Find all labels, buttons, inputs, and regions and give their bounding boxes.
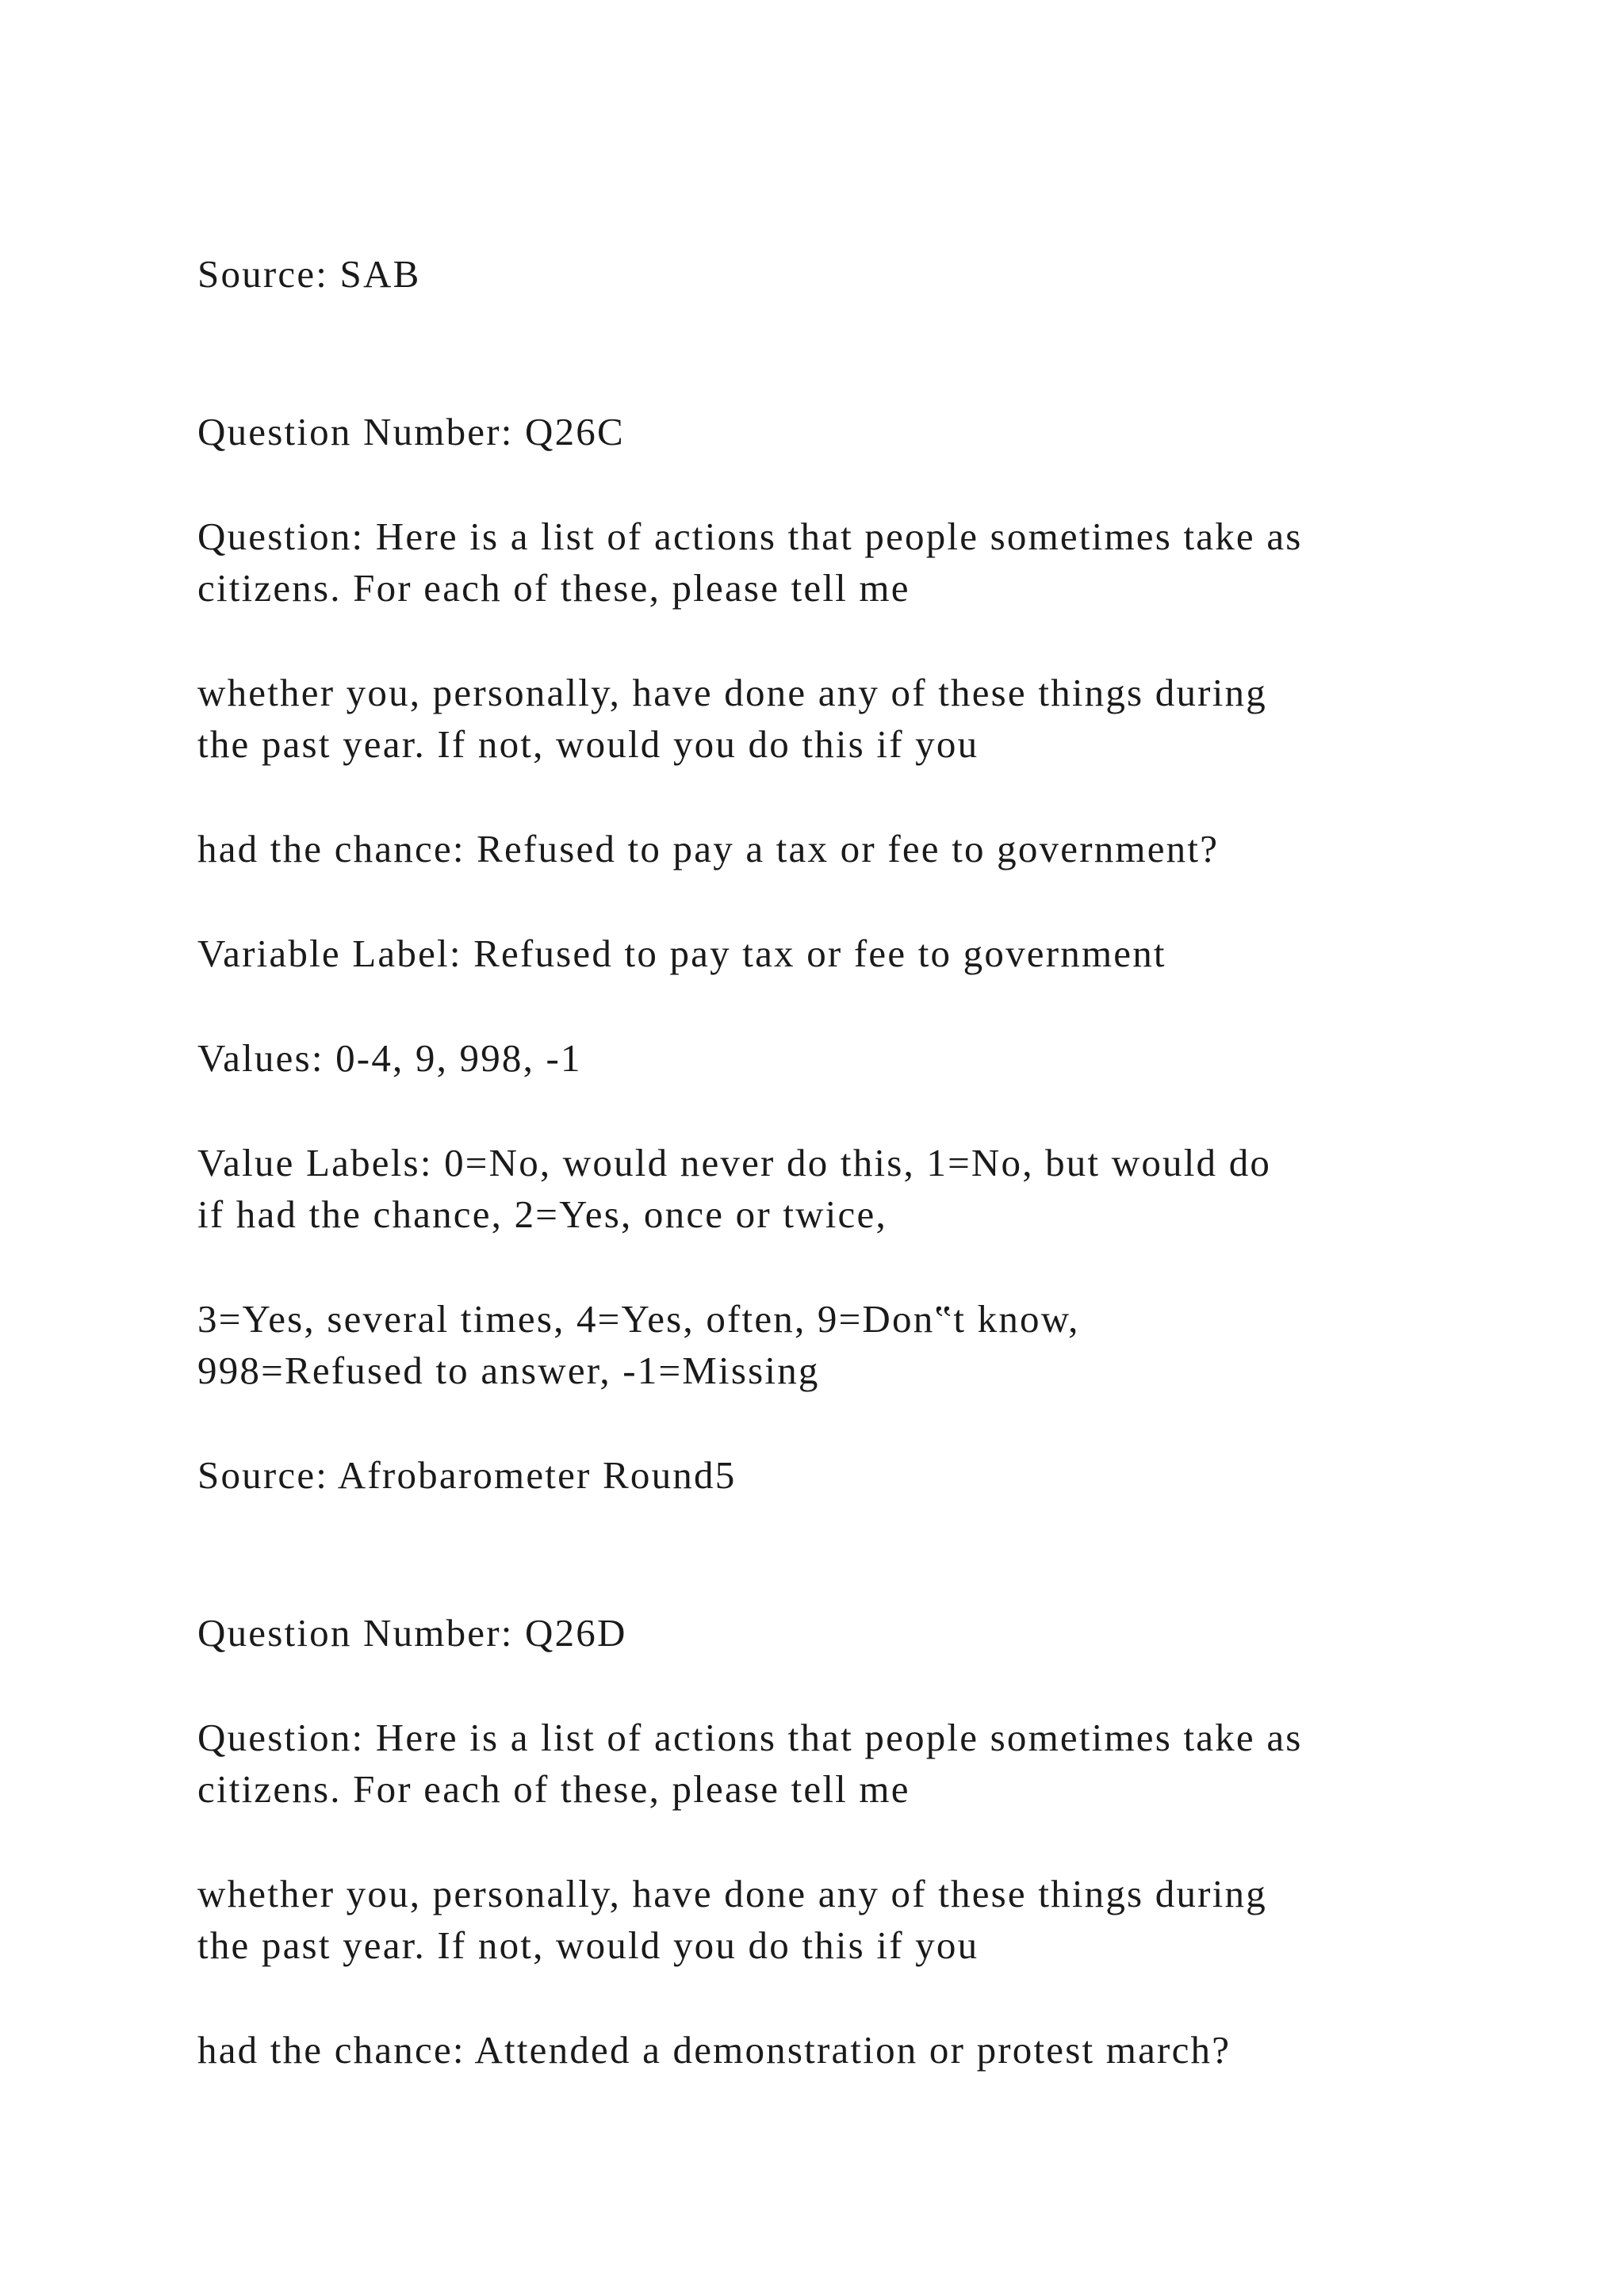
variable-label-line: Variable Label: Refused to pay tax or fee to government	[197, 932, 1166, 975]
question-text-line: had the chance: Attended a demonstration or protest march?	[197, 2028, 1231, 2072]
source-line: Source: SAB	[197, 252, 421, 296]
value-labels-line: 3=Yes, several times, 4=Yes, often, 9=Don‟t know,	[197, 1297, 1080, 1341]
question-text-line: had the chance: Refused to pay a tax or fee to government?	[197, 827, 1220, 871]
question-number-line: Question Number: Q26D	[197, 1611, 627, 1655]
question-text-line: citizens. For each of these, please tell me	[197, 566, 910, 610]
value-labels-line: 998=Refused to answer, -1=Missing	[197, 1349, 820, 1392]
value-labels-line: Value Labels: 0=No, would never do this, 1=No, but would do	[197, 1141, 1272, 1184]
question-text-line: whether you, personally, have done any of these things during	[197, 671, 1267, 714]
question-text-line: whether you, personally, have done any of these things during	[197, 1872, 1267, 1915]
question-text-line: Question: Here is a list of actions that people sometimes take as	[197, 1716, 1303, 1759]
question-text-line: citizens. For each of these, please tell me	[197, 1767, 910, 1811]
question-text-line: the past year. If not, would you do this if you	[197, 722, 979, 766]
question-text-line: Question: Here is a list of actions that people sometimes take as	[197, 515, 1303, 558]
question-number-line: Question Number: Q26C	[197, 410, 625, 453]
value-labels-line: if had the chance, 2=Yes, once or twice,	[197, 1192, 887, 1236]
values-line: Values: 0-4, 9, 998, -1	[197, 1036, 582, 1080]
source-line: Source: Afrobarometer Round5	[197, 1453, 737, 1497]
question-text-line: the past year. If not, would you do this if you	[197, 1923, 979, 1967]
